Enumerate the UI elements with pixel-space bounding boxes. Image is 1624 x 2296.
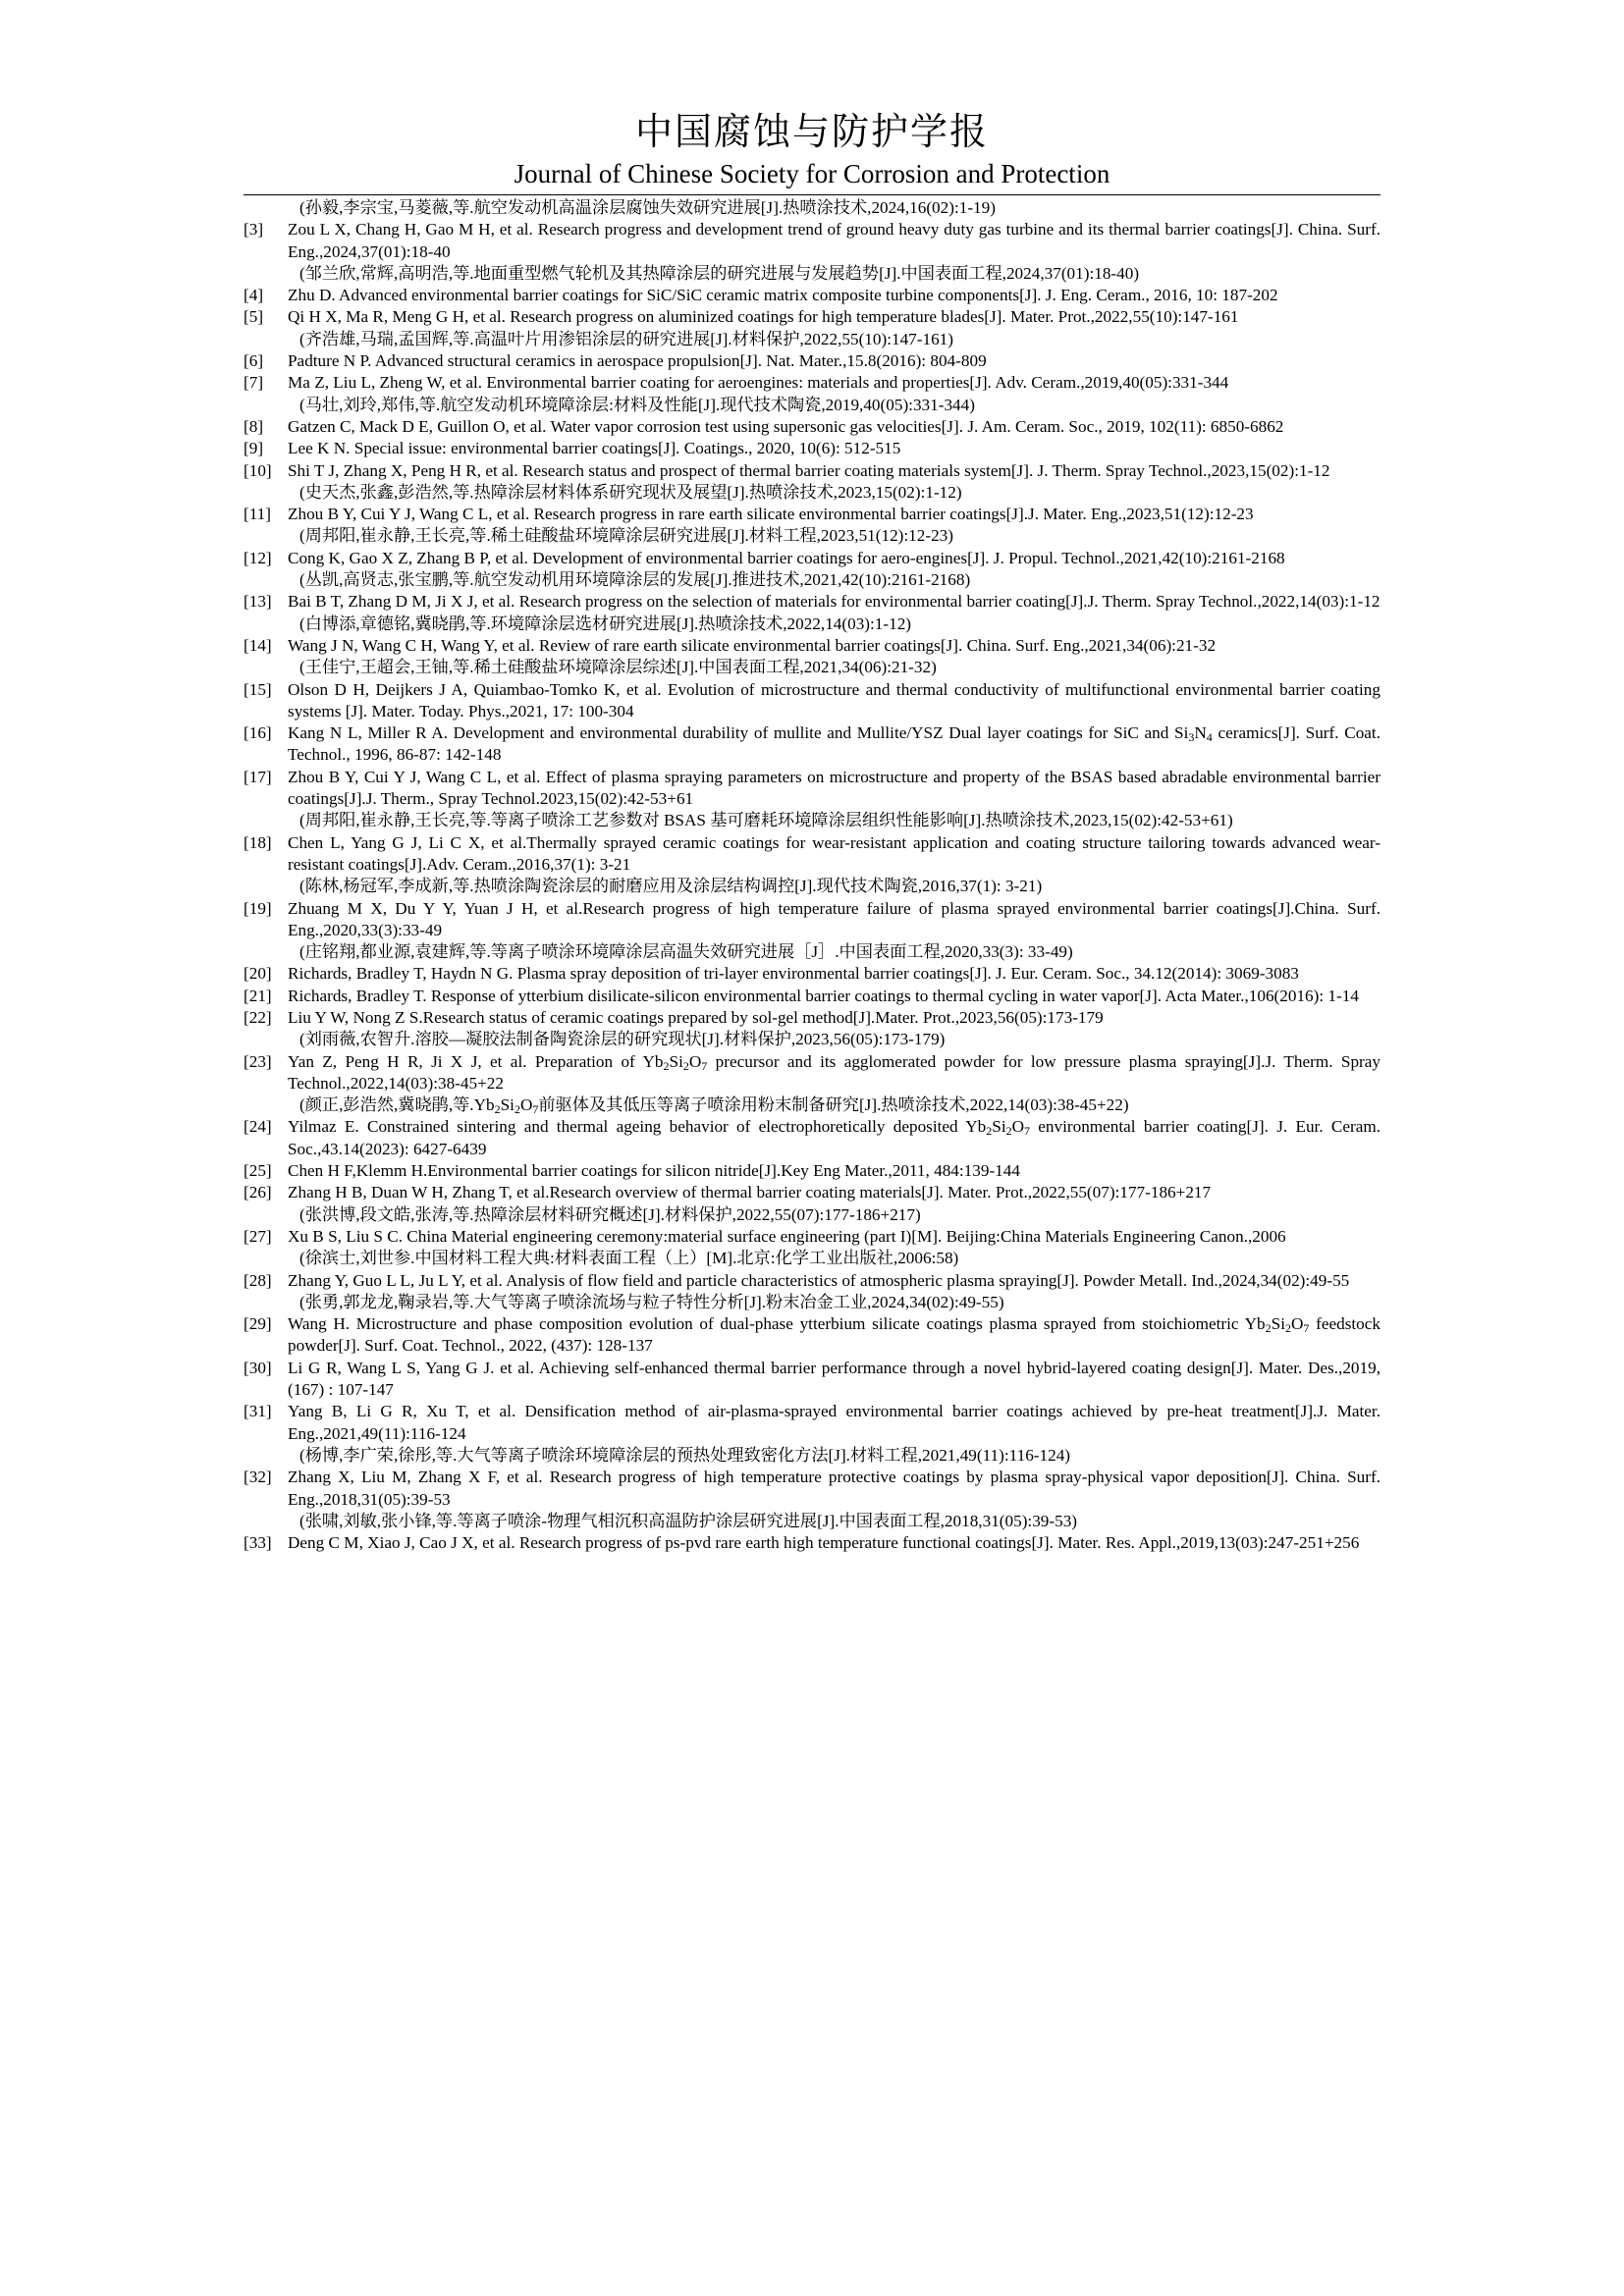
reference-english (244, 438, 1380, 459)
journal-header (0, 110, 1624, 190)
reference-entry (244, 767, 1380, 832)
reference-text: Bai B T, Zhang D M, Ji X J, et al. Research progress on the selection of materials for environmental barrier coating[J].J. Therm. Spray Technol.,2022,14(03):1-12 (288, 592, 1380, 612)
reference-text: Zhang Y, Guo L L, Ju L Y, et al. Analysis of flow field and particle characteristics of atmospheric plasma spraying[J]. Powder Metall. Ind.,2024,34(02):49-55 (288, 1270, 1350, 1290)
reference-entry (244, 963, 1380, 985)
reference-text: Yan Z, Peng H R, Ji X J, et al. Preparation of $Yb_2Si_2O_7$ precursor and its agglomerated powder for low pressure plasma spraying[J].J. Therm. Spray Technol.,2022,14(03):38-45+22 (288, 1051, 1380, 1093)
reference-chinese: (陈林,杨冠军,李成新,等.热喷涂陶瓷涂层的耐磨应用及涂层结构调控[J].现代技术陶瓷,2016,37(1): 3-21) (299, 877, 1043, 896)
reference-number: [26] (244, 1183, 272, 1202)
journal-title-en: Journal of Chinese Society for Corrosion and Protection (514, 159, 1110, 188)
reference-chinese: (孙毅,李宗宝,马菱薇,等.航空发动机高温涂层腐蚀失效研究进展[J].热喷涂技术,2024,16(02):1-19) (299, 198, 996, 217)
reference-english (244, 416, 1380, 438)
reference-english (244, 1270, 1380, 1292)
reference-text: Wang H. Microstructure and phase composition evolution of dual-phase ytterbium silicate coatings plasma sprayed from stoichiometric $Yb_2Si_2O_7$ feedstock powder[J]. Surf. Coat. Technol., 2022, (437): 128-137 (288, 1314, 1380, 1356)
reference-number: [15] (244, 679, 272, 699)
reference-chinese: (杨博,李广荣,徐彤,等.大气等离子喷涂环境障涂层的预热处理致密化方法[J].材料工程,2021,49(11):116-124) (299, 1445, 1071, 1465)
reference-chinese: (史天杰,张鑫,彭浩然,等.热障涂层材料体系研究现状及展望[J].热喷涂技术,2023,15(02):1-12) (299, 482, 962, 502)
reference-entry (244, 1532, 1380, 1554)
reference-chinese: (白博添,章德铭,冀晓鹃,等.环境障涂层选材研究进展[J].热喷涂技术,2022,14(03):1-12) (299, 614, 912, 633)
reference-entry (244, 1401, 1380, 1467)
reference-entry (244, 504, 1380, 548)
reference-english (244, 1313, 1380, 1358)
reference-english (244, 1401, 1380, 1445)
reference-text: Richards, Bradley T. Response of ytterbium disilicate-silicon environmental barrier coatings to thermal cycling in water vapor[J]. Acta Mater.,106(2016): 1-14 (288, 986, 1359, 1005)
reference-english (244, 1358, 1380, 1402)
reference-text: Shi T J, Zhang X, Peng H R, et al. Research status and prospect of thermal barrier coating materials system[J]. J. Therm. Spray Technol.,2023,15(02):1-12 (288, 460, 1330, 480)
reference-number: [31] (244, 1402, 272, 1421)
reference-entry (244, 1007, 1380, 1051)
reference-number: [30] (244, 1358, 272, 1377)
reference-chinese: (周邦阳,崔永静,王长亮,等.稀土硅酸盐环境障涂层研究进展[J].材料工程,2023,51(12):12-23) (299, 526, 953, 546)
reference-chinese: (张啸,刘敏,张小锋,等.等离子喷涂-物理气相沉积高温防护涂层研究进展[J].中国表面工程,2018,31(05):39-53) (299, 1511, 1078, 1530)
reference-text: Deng C M, Xiao J, Cao J X, et al. Research progress of ps-pvd rare earth high temperature functional coatings[J]. Mater. Res. Appl.,2019,13(03):247-251+256 (288, 1533, 1360, 1553)
reference-english (244, 1007, 1380, 1029)
reference-text: Zhang X, Liu M, Zhang X F, et al. Research progress of high temperature protective coatings by plasma spray-physical vapor deposition[J]. China. Surf. Eng.,2018,31(05):39-53 (288, 1468, 1380, 1509)
reference-entry (244, 722, 1380, 767)
reference-number: [21] (244, 986, 272, 1005)
reference-number: [29] (244, 1314, 272, 1334)
reference-chinese: (刘雨薇,农智升.溶胶—凝胶法制备陶瓷涂层的研究现状[J].材料保护,2023,56(05):173-179) (299, 1030, 946, 1049)
reference-number: [3] (244, 220, 264, 240)
reference-entry (244, 416, 1380, 438)
reference-chinese: (张洪博,段文皓,张涛,等.热障涂层材料研究概述[J].材料保护,2022,55(07):177-186+217) (299, 1204, 921, 1224)
reference-english (244, 306, 1380, 328)
reference-number: [25] (244, 1161, 272, 1181)
header-rule (244, 194, 1380, 195)
reference-english (244, 1116, 1380, 1160)
reference-chinese: (王佳宁,王超会,王铀,等.稀土硅酸盐环境障涂层综述[J].中国表面工程,2021,34(06):21-32) (299, 658, 937, 677)
reference-english (244, 832, 1380, 877)
reference-number: [22] (244, 1007, 272, 1027)
reference-entry (244, 679, 1380, 723)
reference-entry (244, 438, 1380, 459)
reference-number: [13] (244, 592, 272, 612)
reference-english (244, 1467, 1380, 1511)
reference-text: Yang B, Li G R, Xu T, et al. Densification method of air-plasma-sprayed environmental barrier coatings achieved by pre-heat treatment[J].J. Mater. Eng.,2021,49(11):116-124 (288, 1402, 1380, 1443)
reference-text: Zhou B Y, Cui Y J, Wang C L, et al. Effect of plasma spraying parameters on microstructure and property of the BSAS based abradable environmental barrier coatings[J].J. Therm., Spray Technol.2023,15(02):42-53+61 (288, 767, 1380, 809)
reference-number: [16] (244, 723, 272, 743)
reference-text: Qi H X, Ma R, Meng G H, et al. Research progress on aluminized coatings for high temperature blades[J]. Mater. Prot.,2022,55(10):147-161 (288, 307, 1239, 327)
reference-number: [18] (244, 832, 272, 852)
reference-number: [8] (244, 416, 264, 436)
reference-text: Liu Y W, Nong Z S.Research status of ceramic coatings prepared by sol-gel method[J].Mater. Prot.,2023,56(05):173-179 (288, 1007, 1104, 1027)
reference-number: [19] (244, 898, 272, 918)
reference-text: Olson D H, Deijkers J A, Quiambao-Tomko K, et al. Evolution of microstructure and thermal conductivity of multifunctional environmental barrier coating systems [J]. Mater. Today. Phys.,2021, 17: 100-304 (288, 679, 1380, 721)
reference-number: [7] (244, 373, 264, 393)
reference-entry (244, 1160, 1380, 1182)
reference-entry (244, 635, 1380, 679)
reference-english (244, 1051, 1380, 1095)
reference-text: Zhang H B, Duan W H, Zhang T, et al.Research overview of thermal barrier coating materials[J]. Mater. Prot.,2022,55(07):177-186+217 (288, 1183, 1212, 1202)
reference-list (244, 197, 1380, 1554)
reference-number: [23] (244, 1051, 272, 1071)
reference-number: [12] (244, 548, 272, 567)
reference-number: [5] (244, 307, 264, 327)
reference-chinese: (邹兰欣,常辉,高明浩,等.地面重型燃气轮机及其热障涂层的研究进展与发展趋势[J].中国表面工程,2024,37(01):18-40) (299, 263, 1140, 283)
reference-number: [10] (244, 460, 272, 480)
reference-chinese: (齐浩雄,马瑞,孟国辉,等.高温叶片用渗铝涂层的研究进展[J].材料保护,2022,55(10):147-161) (299, 329, 953, 348)
reference-number: [11] (244, 505, 271, 524)
reference-text: Wang J N, Wang C H, Wang Y, et al. Review of rare earth silicate environmental barrier coatings[J]. China. Surf. Eng.,2021,34(06):21-32 (288, 635, 1217, 655)
reference-english (244, 635, 1380, 657)
reference-entry (244, 1270, 1380, 1314)
reference-number: [17] (244, 767, 272, 786)
reference-english (244, 285, 1380, 306)
reference-text: Kang N L, Miller R A. Development and environmental durability of mullite and Mullite/YSZ Dual layer coatings for SiC and $Si_3N_4$ ceramics[J]. Surf. Coat. Technol., 1996, 86-87: 142-148 (288, 723, 1380, 765)
journal-title-cn: 中国腐蚀与防护学报 (634, 110, 989, 153)
reference-entry (244, 219, 1380, 285)
reference-text: Chen H F,Klemm H.Environmental barrier coatings for silicon nitride[J].Key Eng Mater.,2011, 484:139-144 (288, 1161, 1020, 1181)
reference-text: Zhuang M X, Du Y Y, Yuan J H, et al.Research progress of high temperature failure of plasma sprayed environmental barrier coatings[J].China. Surf. Eng.,2020,33(3):33-49 (288, 898, 1380, 939)
reference-english (244, 350, 1380, 372)
reference-english (244, 591, 1380, 613)
reference-text: Zou L X, Chang H, Gao M H, et al. Research progress and development trend of ground heavy duty gas turbine and its thermal barrier coatings[J]. China. Surf. Eng.,2024,37(01):18-40 (288, 220, 1380, 261)
reference-english (244, 548, 1380, 569)
reference-text: Ma Z, Liu L, Zheng W, et al. Environmental barrier coating for aeroengines: materials and properties[J]. Adv. Ceram.,2019,40(05):331-344 (288, 373, 1229, 393)
reference-text: Chen L, Yang G J, Li C X, et al.Thermally sprayed ceramic coatings for wear-resistant application and coating structure tailoring towards advanced wear-resistant coatings[J].Adv. Ceram.,2016,37(1): 3-21 (288, 832, 1380, 874)
reference-number: [4] (244, 286, 264, 305)
reference-english (244, 767, 1380, 811)
reference-text: Padture N P. Advanced structural ceramics in aerospace propulsion[J]. Nat. Mater.,15.8(2016): 804-809 (288, 351, 987, 371)
reference-entry (244, 285, 1380, 306)
reference-text: Zhu D. Advanced environmental barrier coatings for SiC/SiC ceramic matrix composite turbine components[J]. J. Eng. Ceram., 2016, 10: 187-202 (288, 286, 1278, 305)
reference-entry (244, 1358, 1380, 1402)
reference-entry (244, 1313, 1380, 1358)
reference-entry (244, 1182, 1380, 1226)
reference-entry (244, 197, 1380, 219)
reference-entry (244, 591, 1380, 635)
reference-entry (244, 898, 1380, 964)
reference-text: Richards, Bradley T, Haydn N G. Plasma spray deposition of tri-layer environmental barrier coatings[J]. J. Eur. Ceram. Soc., 34.12(2014): 3069-3083 (288, 964, 1299, 984)
reference-entry (244, 832, 1380, 898)
reference-english (244, 460, 1380, 482)
reference-text: Lee K N. Special issue: environmental barrier coatings[J]. Coatings., 2020, 10(6): 512-515 (288, 439, 901, 458)
reference-text: Xu B S, Liu S C. China Material engineering ceremony:material surface engineering (part I)[M]. Beijing:China Materials Engineering Canon.,2006 (288, 1226, 1286, 1246)
reference-text: Cong K, Gao X Z, Zhang B P, et al. Development of environmental barrier coatings for aero-engines[J]. J. Propul. Technol.,2021,42(10):2161-2168 (288, 548, 1285, 567)
reference-text: Gatzen C, Mack D E, Guillon O, et al. Water vapor corrosion test using supersonic gas velocities[J]. J. Am. Ceram. Soc., 2019, 102(11): 6850-6862 (288, 416, 1284, 436)
reference-entry (244, 548, 1380, 592)
reference-entry (244, 986, 1380, 1007)
reference-entry (244, 350, 1380, 372)
reference-english (244, 1532, 1380, 1554)
reference-english (244, 986, 1380, 1007)
reference-number: [27] (244, 1226, 272, 1246)
reference-entry (244, 460, 1380, 505)
reference-number: [28] (244, 1270, 272, 1290)
reference-number: [9] (244, 439, 264, 458)
reference-entry (244, 1116, 1380, 1160)
reference-text: Li G R, Wang L S, Yang G J. et al. Achieving self-enhanced thermal barrier performance through a novel hybrid-layered coating design[J]. Mater. Des.,2019, (167) : 107-147 (288, 1358, 1380, 1400)
reference-entry (244, 1051, 1380, 1117)
reference-chinese: (周邦阳,崔永静,王长亮,等.等离子喷涂工艺参数对 BSAS 基可磨耗环境障涂层组织性能影响[J].热喷涂技术,2023,15(02):42-53+61) (299, 811, 1233, 830)
reference-entry (244, 1226, 1380, 1270)
reference-english (244, 1160, 1380, 1182)
reference-chinese: (马壮,刘玲,郑伟,等.航空发动机环境障涂层:材料及性能[J].现代技术陶瓷,2019,40(05):331-344) (299, 395, 975, 414)
reference-number: [24] (244, 1117, 272, 1137)
reference-english (244, 898, 1380, 942)
reference-english (244, 1182, 1380, 1203)
reference-text: Zhou B Y, Cui Y J, Wang C L, et al. Research progress in rare earth silicate environmental barrier coatings[J].J. Mater. Eng.,2023,51(12):12-23 (288, 505, 1254, 524)
reference-number: [14] (244, 635, 272, 655)
reference-english (244, 504, 1380, 525)
reference-chinese: (颜正,彭浩然,冀晓鹃,等$.Yb_2Si_2O_7$前驱体及其低压等离子喷涂用粉末制备研究[J].热喷涂技术,2022,14(03):38-45+22) (299, 1095, 1129, 1117)
reference-chinese: (张勇,郭龙龙,鞠录岩,等.大气等离子喷涂流场与粒子特性分析[J].粉末冶金工业,2024,34(02):49-55) (299, 1292, 1004, 1311)
reference-entry (244, 372, 1380, 416)
reference-english (244, 1226, 1380, 1248)
reference-number: [20] (244, 964, 272, 984)
reference-english (244, 219, 1380, 263)
reference-entry (244, 1467, 1380, 1532)
reference-entry (244, 306, 1380, 350)
reference-chinese: (徐滨士,刘世参.中国材料工程大典:材料表面工程（上）[M].北京:化学工业出版社,2006:58) (299, 1249, 959, 1268)
reference-number: [32] (244, 1468, 272, 1487)
reference-english (244, 722, 1380, 767)
reference-english (244, 679, 1380, 723)
reference-chinese: (庄铭翔,都业源,袁建辉,等.等离子喷涂环境障涂层高温失效研究进展［J］.中国表面工程,2020,33(3): 33-49) (299, 942, 1073, 962)
reference-text: Yilmaz E. Constrained sintering and thermal ageing behavior of electrophoretically deposited $Yb_2Si_2O_7$ environmental barrier coating[J]. J. Eur. Ceram. Soc.,43.14(2023): 6427-6439 (288, 1117, 1380, 1158)
reference-chinese: (丛凯,高贤志,张宝鹏,等.航空发动机用环境障涂层的发展[J].推进技术,2021,42(10):2161-2168) (299, 570, 971, 590)
reference-number: [33] (244, 1533, 272, 1553)
reference-number: [6] (244, 351, 264, 371)
reference-english (244, 963, 1380, 985)
reference-english (244, 372, 1380, 394)
